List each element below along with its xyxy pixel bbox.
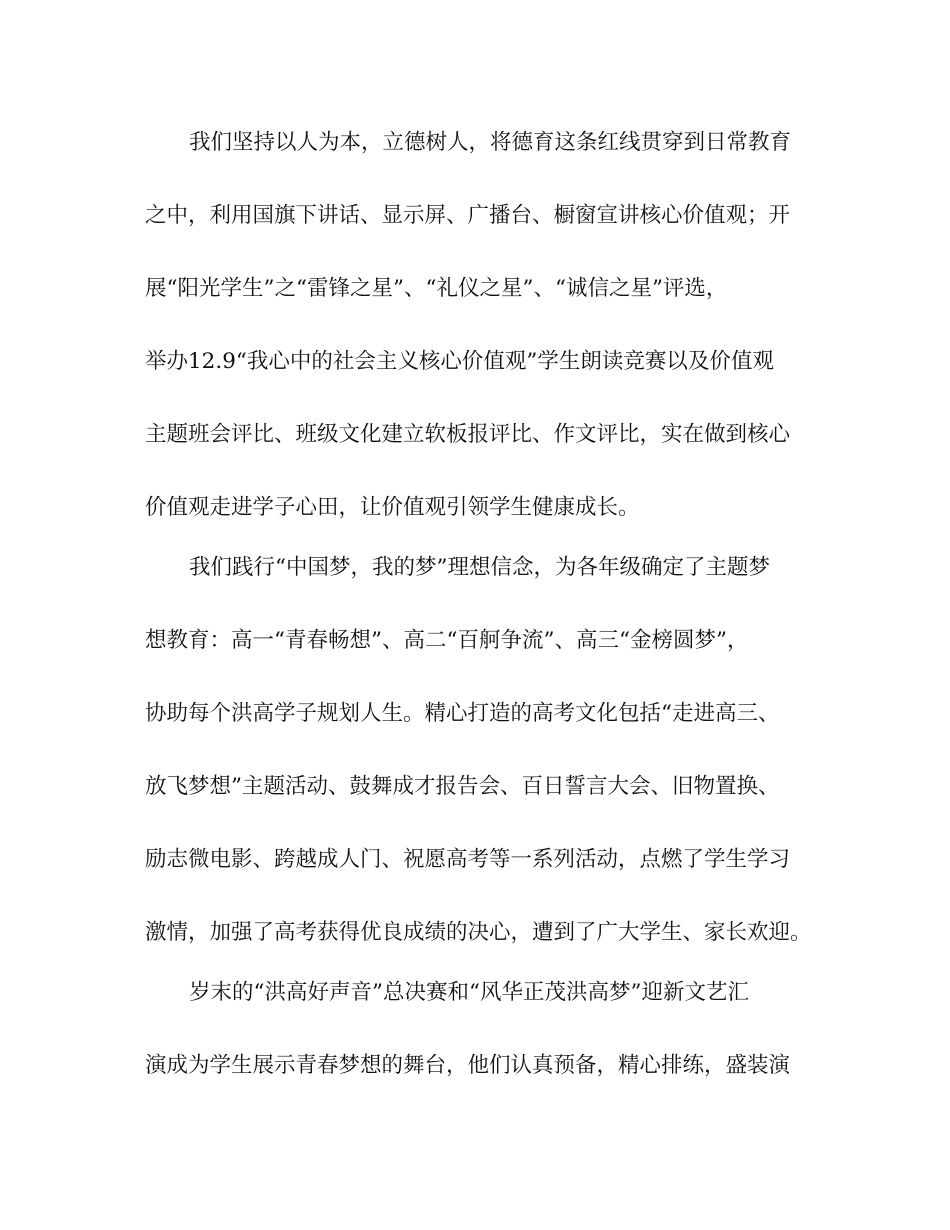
text-line: 演成为学生展示青春梦想的舞台，他们认真预备，精心排练，盛装演 xyxy=(145,1053,791,1078)
text-line: 举办12.9“我心中的社会主义核心价值观”学生朗读竞赛以及价值观 xyxy=(145,349,774,374)
text-line: 想教育：高一“青春畅想”、高二“百舸争流”、高三“金榜圆梦”， xyxy=(145,628,749,653)
text-line: 我们坚持以人为本，立德树人，将德育这条红线贯穿到日常教育 xyxy=(189,130,792,155)
text-line: 岁末的“洪高好声音”总决赛和“风华正茂洪高梦”迎新文艺汇 xyxy=(189,980,749,1005)
text-line: 励志微电影、跨越成人门、祝愿高考等一系列活动，点燃了学生学习 xyxy=(145,847,791,872)
text-line: 主题班会评比、班级文化建立软板报评比、作文评比，实在做到核心 xyxy=(145,422,791,447)
text-line: 协助每个洪高学子规划人生。精心打造的高考文化包括“走进高三、 xyxy=(145,701,780,726)
text-line: 展“阳光学生”之“雷锋之星”、“礼仪之星”、“诚信之星”评选， xyxy=(145,276,728,301)
text-line: 激情，加强了高考获得优良成绩的决心，遭到了广大学生、家长欢迎。 xyxy=(145,920,812,945)
text-line: 放飞梦想”主题活动、鼓舞成才报告会、百日誓言大会、旧物置换、 xyxy=(145,774,780,799)
text-line: 价值观走进学子心田，让价值观引领学生健康成长。 xyxy=(145,495,640,520)
text-line: 之中，利用国旗下讲话、显示屏、广播台、橱窗宣讲核心价值观；开 xyxy=(145,203,791,228)
text-line: 我们践行“中国梦，我的梦”理想信念，为各年级确定了主题梦 xyxy=(189,555,770,580)
